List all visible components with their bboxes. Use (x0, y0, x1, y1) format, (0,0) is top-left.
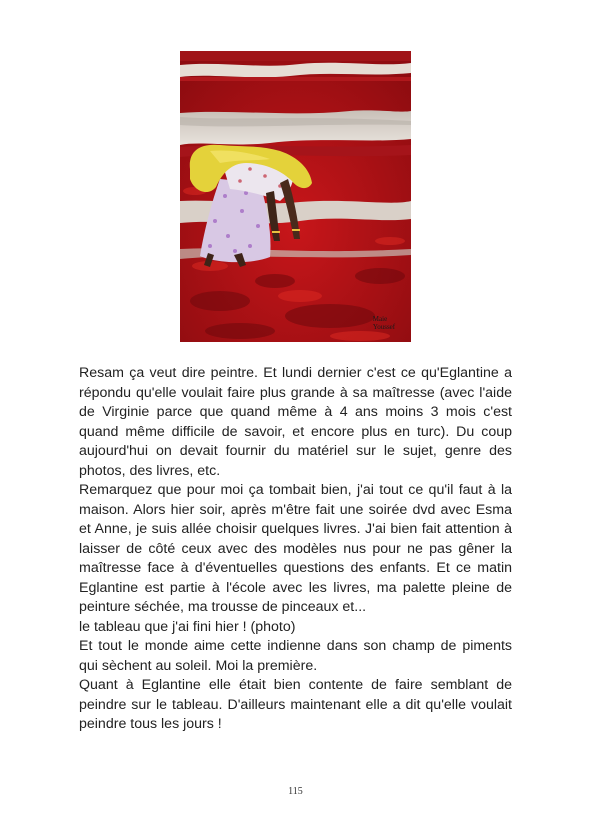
painting-photo (180, 51, 411, 342)
paragraph-3: le tableau que j'ai fini hier ! (photo) (79, 618, 296, 635)
paragraph-1: Resam ça veut dire peintre. Et lundi dernier c'est ce qu'Eglantine a répondu qu'elle voulait faire plus grande à sa maîtresse (avec l'aide de Virginie parce que quand même à 4 ans moins 3 mois c'est quand même difficile de savoir, et encore plus en turc). Du coup aujourd'hui on devait fournir du matériel sur le sujet, genre des photos, des livres, etc. (79, 365, 512, 479)
painting-signature: Maie (372, 315, 388, 323)
paragraph-5: Quant à Eglantine elle était bien contente de faire semblant de peindre sur le tableau. D'ailleurs maintenant elle a dit qu'elle voulait peindre tous les jours ! (79, 677, 512, 732)
page-number: 115 (288, 786, 303, 797)
painting-indian-woman-chili-field (180, 51, 411, 342)
article-body (79, 364, 512, 735)
painting-signature-2: Youssef (372, 323, 396, 331)
paragraph-2: Remarquez que pour moi ça tombait bien, j'ai tout ce qu'il faut à la maison. Alors hier soir, après m'être fait une soirée dvd avec Esma et Anne, je suis allée choisir quelques livres. J'ai bien fait attention à laisser de côté ceux avec des modèles nus pour ne pas gêner la maîtresse face à d'éventuelles questions des enfants. Et ce matin Eglantine est partie à l'école avec les livres, ma palette pleine de peinture séchée, ma trousse de pinceaux et... (79, 482, 512, 615)
paragraph-4: Et tout le monde aime cette indienne dans son champ de piments qui sèchent au soleil. Moi la première. (79, 638, 512, 674)
